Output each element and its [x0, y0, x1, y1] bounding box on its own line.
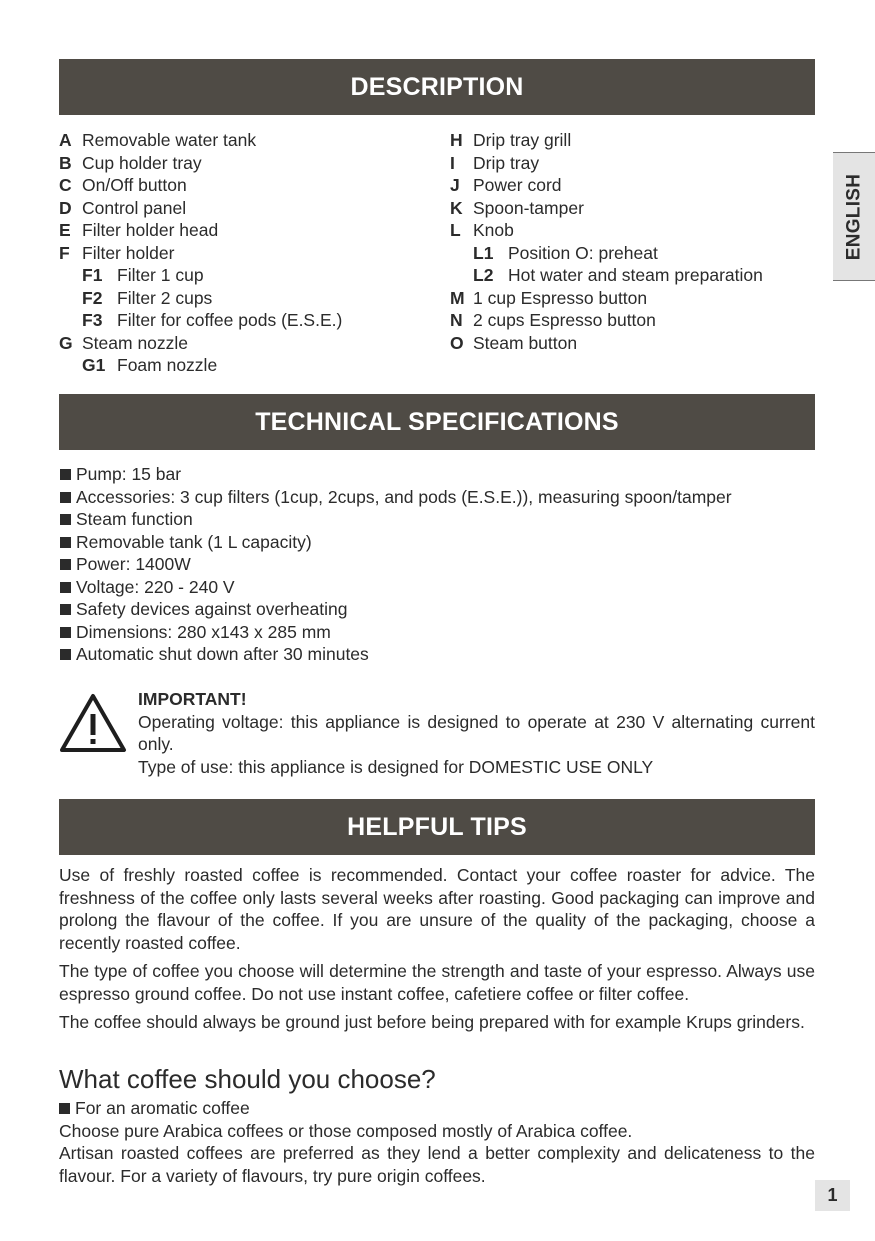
choose-paragraph: Artisan roasted coffees are preferred as they lend a better complexity and delicateness to the flavour. For a variety of flavours, try pure origin coffees. [59, 1143, 815, 1186]
page-number: 1 [815, 1180, 850, 1211]
spec-item: Dimensions: 280 x143 x 285 mm [60, 621, 732, 644]
list-item: C On/Off button [59, 175, 187, 195]
list-item: N 2 cups Espresso button [450, 310, 656, 330]
spec-item: Power: 1400W [60, 553, 732, 576]
description-title: DESCRIPTION [350, 72, 524, 101]
list-item: F Filter holder [59, 242, 175, 263]
choose-paragraph: Choose pure Arabica coffees or those composed mostly of Arabica coffee. [59, 1120, 633, 1141]
spec-item: Removable tank (1 L capacity) [60, 531, 732, 554]
list-subitem: F2 Filter 2 cups [82, 287, 213, 308]
list-item: I Drip tray [450, 152, 540, 173]
specs-heading [59, 394, 815, 450]
choose-bullet: For an aromatic coffee [59, 1097, 815, 1120]
language-tab-label: ENGLISH [843, 173, 864, 260]
important-title: IMPORTANT! [138, 689, 247, 709]
list-item: O Steam button [450, 332, 578, 353]
list-item: E Filter holder head [59, 220, 219, 240]
square-bullet-icon [60, 514, 71, 525]
list-item: H Drip tray grill [450, 130, 572, 150]
square-bullet-icon [60, 469, 71, 480]
tips-body [59, 864, 815, 1040]
description-list-left [59, 129, 342, 377]
square-bullet-icon [60, 537, 71, 548]
list-item: L Knob [450, 220, 514, 240]
tips-paragraph: The coffee should always be ground just before being prepared with for example Krups grinders. [59, 1012, 805, 1032]
square-bullet-icon [60, 627, 71, 638]
list-item: J Power cord [450, 175, 562, 195]
important-note [138, 688, 815, 778]
list-subitem: G1 Foam nozzle [82, 355, 218, 375]
choose-body [59, 1097, 815, 1187]
square-bullet-icon [60, 559, 71, 570]
square-bullet-icon [60, 582, 71, 593]
spec-item: Automatic shut down after 30 minutes [60, 643, 732, 666]
list-item: D Control panel [59, 197, 187, 218]
square-bullet-icon [60, 604, 71, 615]
list-item: G Steam nozzle [59, 332, 189, 353]
spec-item: Safety devices against overheating [60, 598, 732, 621]
spec-item: Voltage: 220 - 240 V [60, 576, 732, 599]
list-subitem: F3 Filter for coffee pods (E.S.E.) [82, 310, 343, 330]
important-use: Type of use: this appliance is designed for DOMESTIC USE ONLY [138, 756, 654, 777]
tips-paragraph: The type of coffee you choose will determine the strength and taste of your espresso. Always use espresso ground coffee. Do not use instant coffee, cafetiere coffee or filter coffee. [59, 961, 815, 1004]
list-item: K Spoon-tamper [450, 197, 584, 218]
spec-item: Steam function [60, 508, 732, 531]
list-subitem: L2 Hot water and steam preparation [473, 265, 763, 285]
specs-title: TECHNICAL SPECIFICATIONS [255, 407, 619, 436]
list-item: M 1 cup Espresso button [450, 287, 648, 308]
tips-paragraph: Use of freshly roasted coffee is recommended. Contact your coffee roaster for advice. The freshness of the coffee only lasts several weeks after roasting. Good packaging can improve and prolong the flavour of the coffee. If you are unsure of the quality of the packaging, choose a recently roasted coffee. [59, 865, 815, 953]
warning-triangle-icon [59, 692, 127, 754]
specs-list [60, 463, 732, 666]
list-item: A Removable water tank [59, 130, 257, 150]
list-subitem: F1 Filter 1 cup [82, 265, 204, 285]
description-list-right [450, 129, 763, 354]
tips-heading [59, 799, 815, 855]
list-item: B Cup holder tray [59, 152, 202, 173]
language-tab [833, 152, 875, 281]
square-bullet-icon [59, 1103, 70, 1114]
list-subitem: L1 Position O: preheat [473, 242, 658, 263]
choose-heading: What coffee should you choose? [59, 1064, 436, 1094]
tips-title: HELPFUL TIPS [347, 812, 527, 841]
square-bullet-icon [60, 649, 71, 660]
description-heading [59, 59, 815, 115]
important-voltage: Operating voltage: this appliance is designed to operate at 230 V alternating current only. [138, 711, 815, 754]
square-bullet-icon [60, 492, 71, 503]
spec-item: Pump: 15 bar [60, 463, 732, 486]
spec-item: Accessories: 3 cup filters (1cup, 2cups, and pods (E.S.E.)), measuring spoon/tamper [60, 486, 732, 509]
